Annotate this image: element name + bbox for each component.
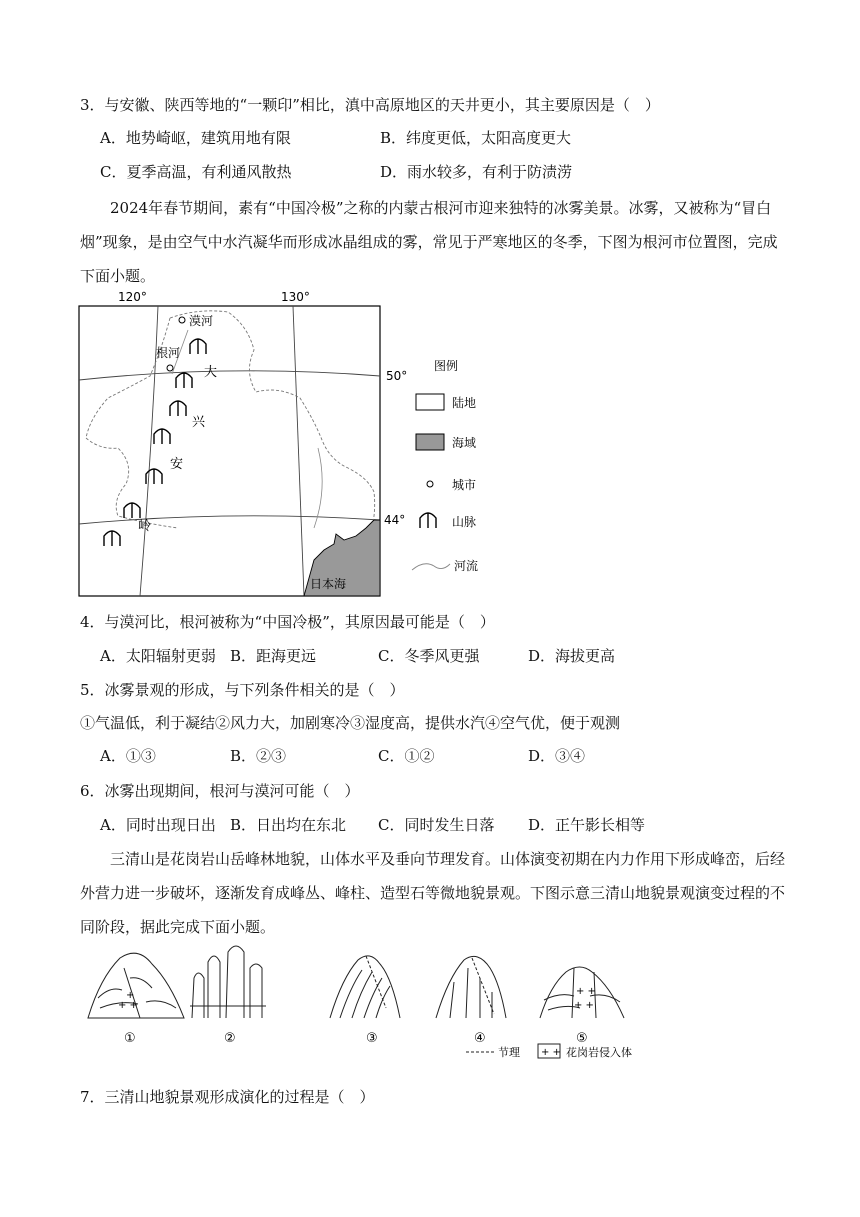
legend-river: 河流 [454,559,479,573]
lon-label-120: 120° [118,290,147,304]
q5-stem: 5．冰雾景观的形成，与下列条件相关的是（ ） [80,681,405,699]
legend-sea-swatch [416,434,444,450]
legend-river-line [412,564,450,570]
legend-mountain-icon [420,513,436,528]
range-char-xing: 兴 [192,415,206,430]
stage-label-2: ② [224,1031,236,1046]
range-char-an: 安 [170,457,184,472]
legend-city-marker [427,481,433,487]
city-label-mohe: 漠河 [189,314,214,328]
q3-option-b: B．纬度更低，太阳高度更大 [380,129,572,147]
stage-label-1: ① [124,1031,136,1046]
q5-conditions: ①气温低，利于凝结②风力大，加剧寒冷③湿度高，提供水汽④空气优，便于观测 [80,714,621,732]
legend-granite: 花岗岩侵入体 [566,1046,632,1059]
q5-option-d: D．③④ [528,747,586,765]
q5-option-b: B．②③ [230,747,287,765]
svg-text:+ +: + + [574,1000,594,1011]
legend-city: 城市 [452,478,477,492]
legend-land-swatch [416,394,444,410]
legend-mountain: 山脉 [452,515,477,529]
q7-stem: 7．三清山地貌景观形成演化的过程是（ ） [80,1088,375,1106]
q4-option-d: D．海拔更高 [528,647,616,665]
granite-marks [118,986,596,1011]
q4-stem: 4．与漠河比，根河被称为“中国冷极”，其原因最可能是（ ） [80,613,495,631]
q6-option-c: C．同时发生日落 [378,816,495,834]
q5-option-a: A．①③ [100,747,156,765]
svg-text:+: + [126,990,135,1001]
lat-label-44: 44° [384,513,406,527]
q4-option-b: B．距海更远 [230,647,317,665]
passage-genhe: 2024年春节期间，素有“中国冷极”之称的内蒙古根河市迎来独特的冰雾美景。冰雾，又被称为“冒白烟”现象，是由空气中水汽凝华而形成冰晶组成的雾，常见于严寒地区的冬季，下图为根河市位置图，完成下面小题。 [80,199,778,285]
q5-option-c: C．①② [378,747,435,765]
lat-label-50: 50° [386,369,408,383]
q6-option-a: A．同时出现日出 [100,816,216,834]
stage-label-3: ③ [366,1031,378,1046]
q4-option-a: A．太阳辐射更弱 [100,647,216,665]
stage-4-sketch [436,956,506,1018]
q3-stem: 3．与安徽、陕西等地的“一颗印”相比，滇中高原地区的天井更小，其主要原因是（ ） [80,96,660,114]
svg-text:+ +: + + [118,1000,138,1011]
legend-title: 图例 [434,359,459,373]
city-mohe-marker [179,317,185,323]
q3-option-a: A．地势崎岖，建筑用地有限 [100,129,291,147]
stage-label-5: ⑤ [576,1031,588,1046]
city-genhe-marker [167,365,173,371]
passage-sanqingshan: 三清山是花岗岩山岳峰林地貌，山体水平及垂向节理发育。山体演变初期在内力作用下形成峰峦，后经外营力进一步破坏，逐渐发育成峰丛、峰柱、造型石等微地貌景观。下图示意三清山地貌景观演变过程的不同阶段，据此完成下面小题。 [80,850,786,936]
landform-stages-figure [80,938,680,1068]
legend-land: 陆地 [452,396,477,410]
q3-option-d: D．雨水较多，有利于防渍涝 [380,163,573,181]
legend-joint: 节理 [498,1046,520,1059]
range-char-ling: 岭 [138,519,152,534]
stage-label-4: ④ [474,1031,486,1046]
q6-stem: 6．冰雾出现期间，根河与漠河可能（ ） [80,782,360,800]
legend-granite-plus: + + [541,1047,561,1058]
q3-option-c: C．夏季高温，有利通风散热 [100,163,292,181]
q4-option-c: C．冬季风更强 [378,647,480,665]
range-char-da: 大 [204,365,218,380]
legend-sea: 海域 [452,436,477,450]
sea-label: 日本海 [310,577,347,591]
q6-option-d: D．正午影长相等 [528,816,646,834]
lon-label-130: 130° [281,290,310,304]
city-label-genhe: 根河 [156,346,181,360]
stage-3-sketch [330,956,400,1018]
svg-text:+ +: + + [576,986,596,997]
stage-2-sketch [190,946,266,1018]
genhe-location-map [78,288,488,598]
q6-option-b: B．日出均在东北 [230,816,347,834]
